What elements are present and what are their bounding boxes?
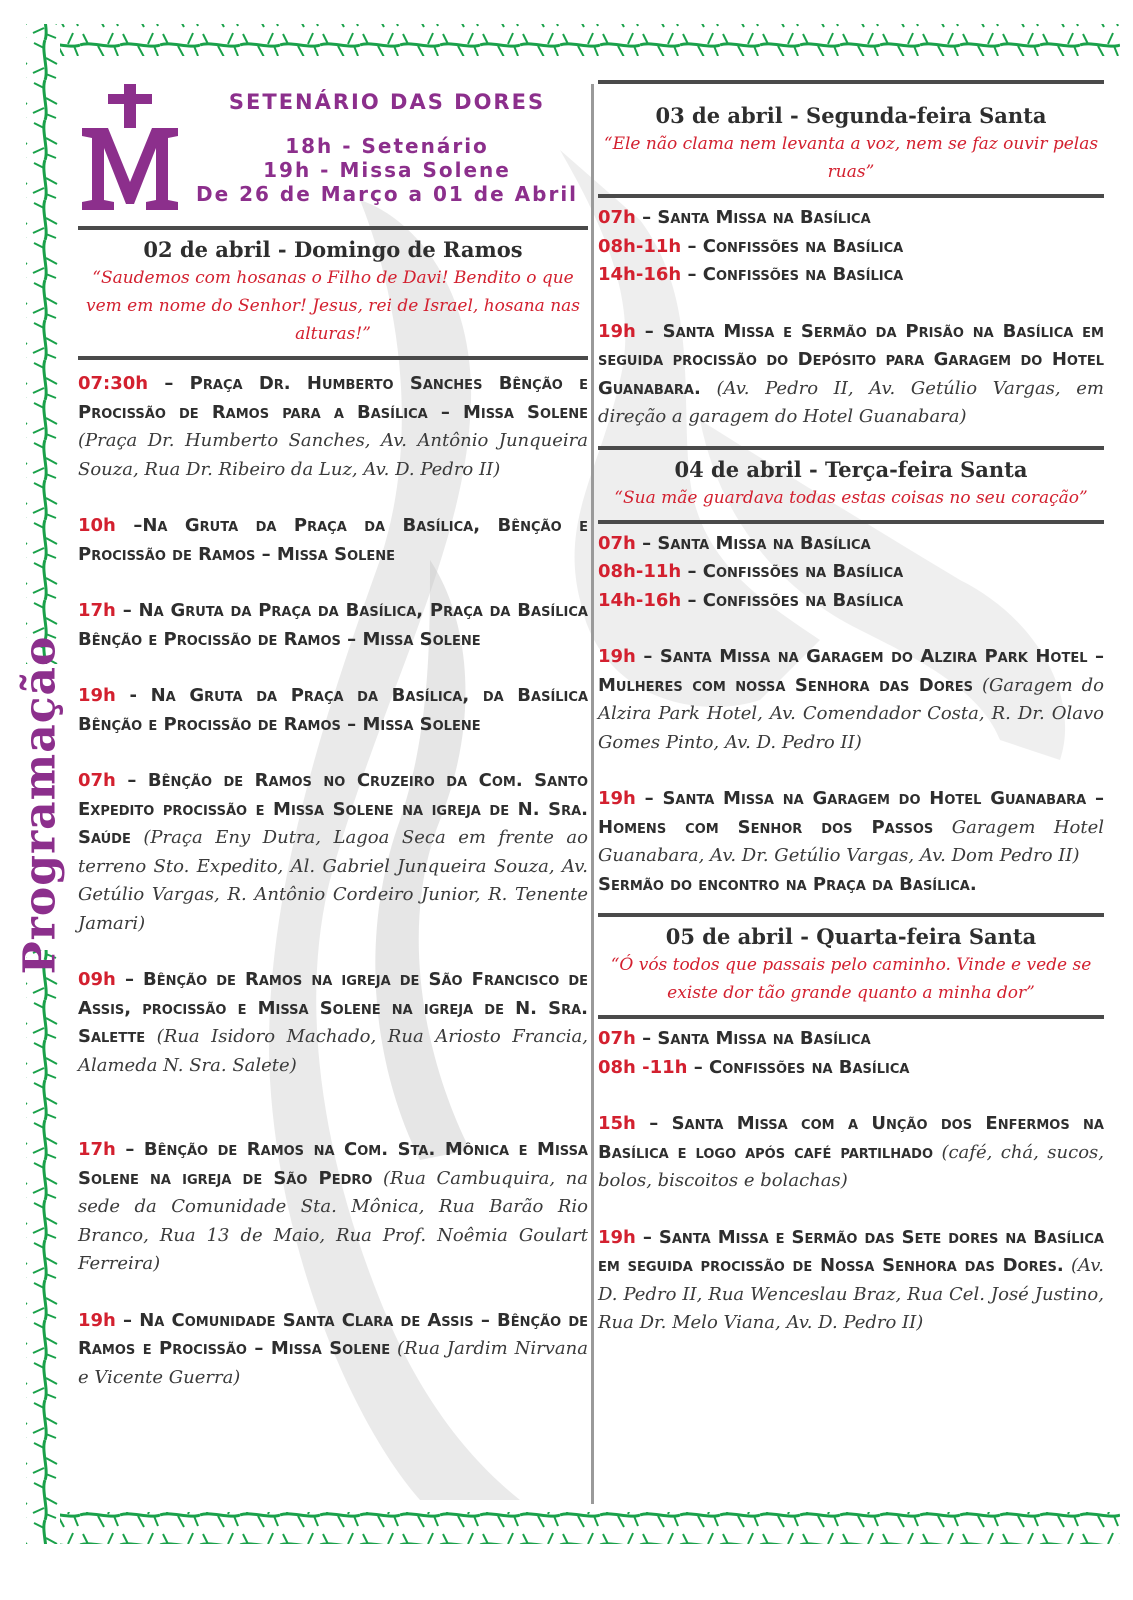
event-item [598,1054,1104,1083]
event-time: 19h [598,788,636,809]
event-note: (Rua Cambuquira, na sede da Comunidade Sta. Mônica, Rua Barão Rio Branco, Rua 13 de Maio, Rua Prof. Noêmia Goulart Ferreira) [78,1167,588,1274]
event-time: 19h [598,320,636,342]
event-item [598,318,1104,432]
event-title: – Praça Dr. Humberto Sanches Bênção e Procissão de Ramos para a Basílica – Missa Solene [78,373,588,423]
day-quote-03-abril: “Ele não clama nem levanta a voz, nem se faz ouvir pelas ruas” [603,134,1099,182]
day-title-03-abril: 03 de abril - Segunda-feira Santa [655,103,1047,128]
left-column [78,80,588,1392]
cross-m-logo-icon [78,82,182,210]
event-item [598,261,1104,290]
event-item [598,558,1104,587]
section-rule [78,356,588,360]
event-item [598,1025,1104,1054]
event-title: – Confissões na Basílica [687,1056,910,1078]
section-rule [598,913,1104,917]
event-title: – Na Gruta da Praça da Basílica, Praça da Basílica Bênção e Procissão de Ramos – Missa Solene [78,600,588,650]
event-item [78,682,588,739]
header-title: SETENÁRIO DAS DORES [228,90,546,114]
event-closing [598,871,1104,900]
section-rule [598,80,1104,84]
event-time: 14h-16h [598,264,682,285]
header [78,80,588,226]
event-item [78,1136,588,1279]
column-divider [591,84,594,1504]
event-item [78,370,588,484]
event-title: – Confissões na Basílica [681,235,904,257]
event-title: – Santa Missa na Garagem do Alzira Park Hotel – Mulheres com nossa Senhora das Dores [598,646,1104,696]
event-item [598,785,1104,871]
event-item [78,767,588,938]
event-time: 07h [598,1028,636,1049]
event-time: 19h [78,685,116,706]
event-time: 08h -11h [598,1056,688,1078]
event-time: 15h [598,1113,636,1134]
event-note: (Praça Dr. Humberto Sanches, Av. Antônio Junqueira Souza, Rua Dr. Ribeiro da Luz, Av. D. Pedro II) [78,430,588,480]
event-title: – Santa Missa na Basílica [635,532,871,554]
event-time: 14h-16h [598,589,682,611]
event-note: (Rua Isidoro Machado, Rua Ariosto Francia, Alameda N. Sra. Salete) [78,1026,588,1076]
event-note: (Av. Pedro II, Av. Getúlio Vargas, em direção a garagem do Hotel Guanabara) [598,377,1104,427]
event-note: (Rua Jardim Nirvana e Vicente Guerra) [78,1338,588,1388]
event-time: 07h [598,207,636,228]
event-time: 07:30h [78,373,149,394]
day-title-04-abril: 04 de abril - Terça-feira Santa [674,456,1028,482]
event-title: – Santa Missa e Sermão da Prisão na Basílica em seguida procissão do Depósito para Garagem do Hotel Guanabara. [598,320,1104,399]
event-item [598,587,1104,616]
event-time: 19h [598,1226,636,1248]
event-title: – Confissões na Basílica [681,589,904,611]
event-title: – Santa Missa na Garagem do Hotel Guanabara – Homens com Senhor dos Passos [598,788,1104,838]
event-title: – Confissões na Basílica [681,561,904,582]
day-title-02-abril: 02 de abril - Domingo de Ramos [143,237,523,262]
event-item [78,966,588,1080]
event-title: – Santa Missa e Sermão das Sete dores na Basílica em seguida procissão de Nossa Senhora das Dores. [598,1226,1104,1276]
header-line-dates: De 26 de Março a 01 de Abril [195,182,579,206]
event-item [598,204,1104,233]
event-note: Garagem Hotel Guanabara, Av. Dr. Getúlio Vargas, Av. Dom Pedro II) [598,816,1105,866]
header-text [186,90,588,206]
event-time: 07h [78,770,116,791]
event-time: 17h [78,600,116,621]
section-rule [78,226,588,230]
event-item [78,512,588,569]
event-time: 17h [78,1139,116,1160]
event-item [598,1224,1104,1338]
event-time: 08h-11h [598,561,682,582]
event-item [598,530,1104,559]
day-quote-05-abril: “Ó vós todos que passais pelo caminho. Vinde e vede se existe dor tão grande quanto a minha dor” [610,955,1092,1003]
event-item [598,643,1104,757]
event-item [78,597,588,654]
event-item [598,1110,1104,1196]
event-title: – Na Comunidade Santa Clara de Assis – Bênção de Ramos e Procissão – Missa Solene [78,1309,588,1359]
programacao-side-title [10,635,70,975]
event-time: 09h [78,969,116,990]
event-title: – Bênção de Ramos no Cruzeiro da Com. Santo Expedito procissão e Missa Solene na igreja de N. Sra. Saúde [78,770,588,848]
side-title-text: Programação [14,635,66,975]
section-rule [598,1015,1104,1019]
event-note: (Garagem do Alzira Park Hotel, Av. Comendador Costa, R. Dr. Olavo Gomes Pinto, Av. D. Pedro II) [598,674,1104,753]
event-time: 19h [78,1309,116,1331]
event-time: 08h-11h [598,235,682,257]
event-title: –Na Gruta da Praça da Basílica, Bênção e Procissão de Ramos – Missa Solene [78,515,588,565]
event-title: - Na Gruta da Praça da Basílica, da Basílica Bênção e Procissão de Ramos – Missa Solene [78,685,588,735]
right-column [598,80,1104,1338]
event-item [598,233,1104,262]
section-rule [598,520,1104,524]
event-item [78,1307,588,1393]
event-note: (café, chá, sucos, bolos, biscoitos e bolachas) [598,1141,1105,1191]
section-rule [598,194,1104,198]
event-title: – Santa Missa com a Unção dos Enfermos na Basílica e logo após café partilhado [598,1113,1104,1163]
header-line-setenario: 18h - Setenário [285,134,489,158]
section-rule [598,446,1104,450]
event-title: – Bênção de Ramos na igreja de São Francisco de Assis, procissão e Missa Solene na igreja de N. Sra. Salette [78,969,588,1047]
day-quote-04-abril: “Sua mãe guardava todas estas coisas no seu coração” [614,487,1088,508]
event-time: 10h [78,515,116,536]
event-note: (Av. D. Pedro II, Rua Wenceslau Braz, Rua Cel. José Justino, Rua Dr. Melo Viana, Av. D. Pedro II) [598,1255,1104,1333]
event-note: (Praça Eny Dutra, Lagoa Seca em frente ao terreno Sto. Expedito, Al. Gabriel Junqueira Souza, Av. Getúlio Vargas, R. Antônio Cordeiro Junior, R. Tenente Jamari) [78,827,588,934]
event-title: – Confissões na Basílica [681,264,904,285]
event-closing-text: Sermão do encontro na Praça da Basílica. [598,873,977,895]
event-title: – Santa Missa na Basílica [635,207,871,228]
day-quote-02-abril: “Saudemos com hosanas o Filho de Davi! Bendito o que vem em nome do Senhor! Jesus, rei de Israel, hosana nas alturas!” [85,268,581,344]
event-time: 19h [598,646,636,667]
event-title: – Bênção de Ramos na Com. Sta. Mônica e Missa Solene na igreja de São Pedro [78,1139,588,1189]
header-line-missa: 19h - Missa Solene [263,158,511,182]
event-title: – Santa Missa na Basílica [635,1028,871,1049]
day-title-05-abril: 05 de abril - Quarta-feira Santa [665,924,1037,949]
event-time: 07h [598,532,636,554]
